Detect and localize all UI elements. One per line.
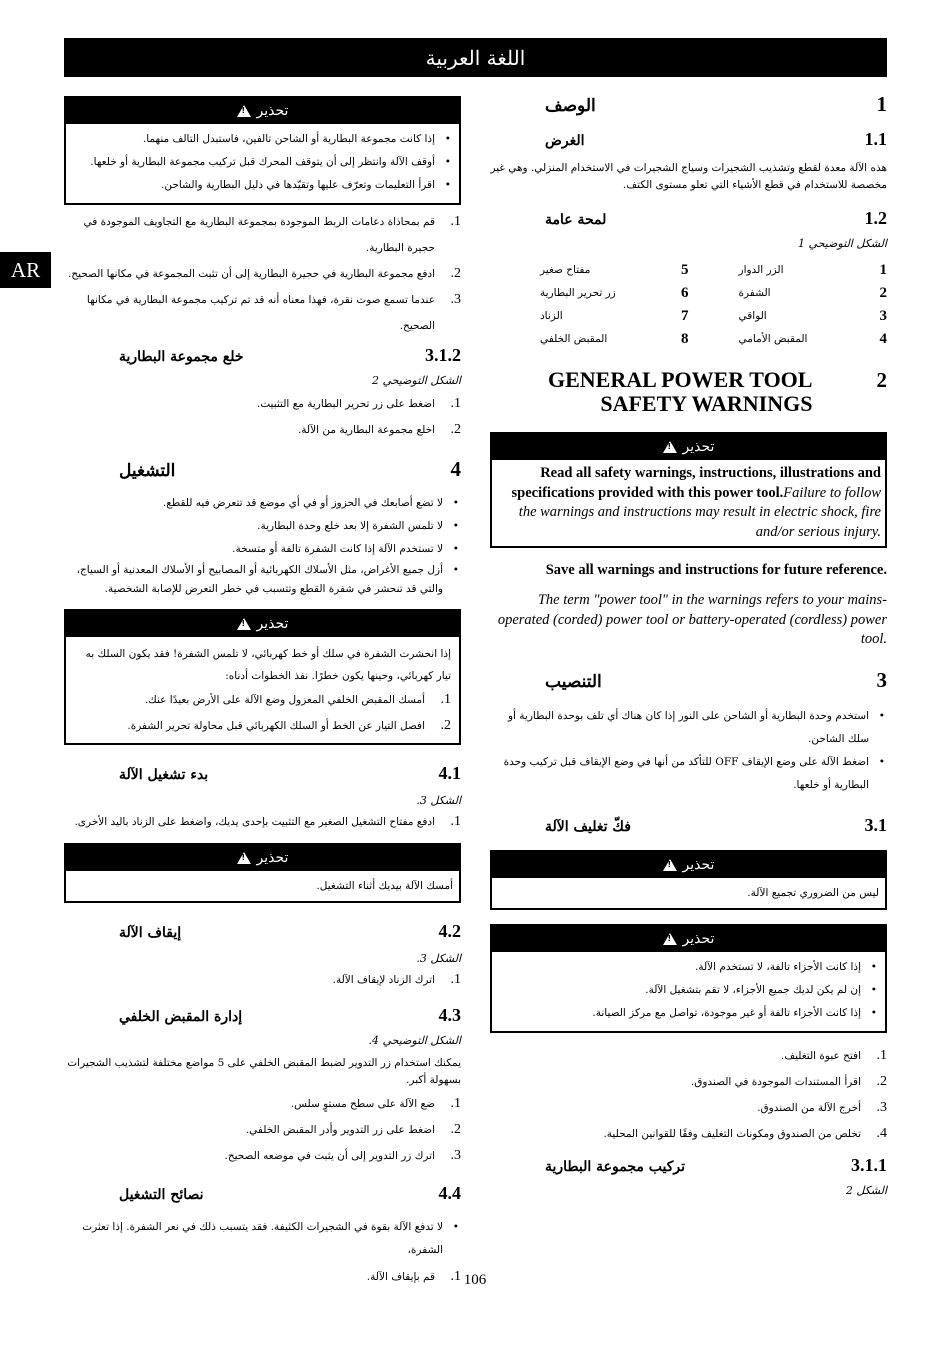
warning-triangle-icon [663, 859, 677, 871]
tips-bullets [64, 1216, 461, 1262]
section-title: خلع مجموعة البطارية [119, 349, 244, 365]
blade-jam-warning-box [64, 609, 461, 745]
list-item: • لا تضع أصابعك في الحزوز أو في أي موضع قد تتعرض فيه للقطع. [64, 492, 461, 515]
figure-caption: الشكل 3. [416, 794, 461, 807]
list-item: • إن لم يكن لديك جميع الأجزاء، لا تقم بتشغيل الآلة. [498, 979, 879, 1002]
list-item: 3. أخرج الآلة من الصندوق. [757, 1099, 887, 1115]
section-1-1-heading [490, 129, 887, 150]
section-3-1-2-heading [64, 345, 461, 366]
section-3-heading [490, 668, 887, 693]
operation-bullets [64, 492, 461, 599]
section-title: التنصيب [545, 671, 602, 692]
part-item: 2 الشفرة [738, 285, 887, 301]
section-4-heading [64, 457, 461, 482]
parts-warning-box [490, 924, 887, 1033]
list-item: 1. قم بمحاذاة دعامات الربط الموجودة بمجموعة البطارية مع التجاويف الموجودة في حجيرة البطارية. [83, 214, 461, 254]
section-3-1-heading [490, 815, 887, 836]
language-header-bar [64, 38, 887, 77]
section-number: 4.3 [438, 1005, 461, 1025]
warning-triangle-icon [237, 618, 251, 630]
warning-header: تحذير ! [66, 98, 459, 124]
part-item: 4 المقبض الأمامي [738, 331, 887, 347]
warning-text: ليس من الضروري تجميع الآلة. [747, 886, 879, 899]
list-item: 3. عندما تسمع صوت نقرة، فهذا معناه أنه قد تم تركيب مجموعة البطارية في مكانها الصحيح. [86, 292, 461, 332]
list-item: • اقرأ التعليمات وتعرّف عليها وتقيّدها في دليل البطارية والشاحن. [72, 174, 453, 197]
warning-header: تحذير ! [66, 845, 459, 871]
list-item: • إذا كانت الأجزاء تالفة أو غير موجودة، تواصل مع مركز الصيانة. [498, 1002, 879, 1025]
list-item: • أزل جميع الأغراض، مثل الأسلاك الكهربائية أو المصابيح أو الأسلاك المعدنية أو السياج، والتي قد تنحشر في شفرة القطع وتتسبب في خطر التعرض للإصابة الشخصية. [64, 561, 461, 599]
section-2-heading [490, 368, 887, 416]
section-title: تركيب مجموعة البطارية [545, 1158, 686, 1175]
part-item: 3 الواقي [738, 308, 887, 324]
section-number: 2 [876, 368, 887, 392]
warning-italic-text: Failure to follow the warnings and instructions may result in electric shock, fire and/or serious injury. [518, 484, 881, 540]
part-item: 8 المقبض الخلفي [540, 331, 689, 347]
battery-warning-box [64, 96, 461, 205]
list-item: 1. قم بإيقاف الآلة. [366, 1269, 461, 1284]
hold-tool-warning-box [64, 843, 461, 903]
warning-header: تحذير ! [492, 434, 885, 460]
list-item: • اضغط الآلة على وضع الإيقاف OFF للتأكد من أنها في وضع الإيقاف قبل تركيب وحدة البطارية أو خلعها. [490, 751, 887, 797]
figure-caption: الشكل التوضيحي 4. [368, 1034, 461, 1047]
rear-handle-steps [64, 1091, 461, 1169]
list-item: 4. تخلص من الصندوق ومكونات التغليف وفقًا للقوانين المحلية. [603, 1125, 887, 1141]
list-item: 1. اترك الزناد لإيقاف الآلة. [332, 972, 461, 987]
section-number: 3 [876, 667, 887, 692]
figure-caption: الشكل 2 [845, 1183, 887, 1197]
section-title: لمحة عامة [545, 212, 607, 228]
section-1-2-heading [490, 208, 887, 229]
section-number: 3.1.1 [851, 1154, 887, 1175]
section-title: الوصف [545, 96, 596, 116]
warning-text: إذا انحشرت الشفرة في سلك أو خط كهربائي، لا تلمس الشفرة! فقد يكون السلك به تيار كهربائي، وحينها يكون خطرًا. نفذ الخطوات أدناه: [85, 648, 451, 682]
list-item: • أوقف الآلة وانتظر إلى أن يتوقف المحرك قبل تركيب مجموعة البطارية أو خلعها. [72, 151, 453, 174]
list-item: • لا تستخدم الآلة إذا كانت الشفرة تالفة أو متسخة. [64, 538, 461, 561]
warning-triangle-icon [237, 105, 251, 117]
part-item: 6 زر تحرير البطارية [540, 285, 689, 301]
general-safety-warning-box [490, 432, 887, 548]
section-number: 3.1.2 [425, 345, 461, 365]
left-column [64, 96, 461, 1290]
list-item: 2. اخلع مجموعة البطارية من الآلة. [297, 422, 461, 437]
rear-handle-text: يمكنك استخدام زر التدوير لضبط المقبض الخلفي على 5 مواضع مختلفة لتشذيب الشجيرات بسهولة أكبر. [67, 1057, 461, 1086]
language-title: اللغة العربية [425, 45, 526, 70]
section-title: نصائح التشغيل [119, 1187, 204, 1203]
stop-steps [64, 967, 461, 993]
save-warnings-text: Save all warnings and instructions for future reference. [545, 562, 887, 578]
figure-caption: الشكل التوضيحي 2 [372, 374, 461, 387]
section-title: إدارة المقبض الخلفي [119, 1009, 243, 1025]
installation-bullets [490, 705, 887, 797]
list-item: 1. افتح عبوة التغليف. [780, 1047, 887, 1063]
list-item: 1. أمسك المقبض الخلفي المعزول وضع الآلة على الأرض بعيدًا عنك. [144, 692, 451, 707]
section-1-heading [490, 92, 887, 117]
warning-triangle-icon [663, 441, 677, 453]
unpack-steps [490, 1043, 887, 1147]
list-item: • إذا كانت الأجزاء تالفة، لا تستخدم الآلة. [498, 956, 879, 979]
section-number: 1.2 [864, 208, 887, 228]
section-title: الغرض [545, 133, 585, 149]
section-3-1-1-heading [490, 1155, 887, 1176]
section-title: فكّ تغليف الآلة [545, 818, 631, 835]
start-steps [64, 809, 461, 835]
section-number: 4 [450, 457, 461, 481]
list-item: 1. ادفع مفتاح التشغيل الصغير مع التثبيت بإحدى يديك، واضغط على الزناد باليد الأخرى. [74, 814, 461, 829]
section-number: 4.1 [438, 763, 461, 783]
warning-header: تحذير ! [66, 611, 459, 637]
section-number: 1 [876, 92, 887, 116]
warning-header: تحذير ! [492, 926, 885, 952]
list-item: 3. اترك زر التدوير إلى أن يثبت في موضعه الصحيح. [224, 1148, 461, 1163]
list-item: • استخدم وحدة البطارية أو الشاحن على النور إذا كان هناك أي تلف بوحدة البطارية أو سلك الشاحن. [490, 705, 887, 751]
figure-caption: الشكل 3. [416, 952, 461, 965]
language-side-tab [0, 252, 51, 288]
list-item: 2. اقرأ المستندات الموجودة في الصندوق. [690, 1073, 887, 1089]
parts-list [490, 262, 887, 348]
list-item: 2. ادفع مجموعة البطارية في حجيرة البطارية إلى أن تثبت المجموعة في مكانها الصحيح. [67, 266, 461, 281]
battery-install-steps [64, 209, 461, 339]
part-item: 1 الزر الدوار [738, 262, 887, 278]
warning-bold-text: Read all safety warnings, instructions, illustrations and specifications provided with this power tool. [511, 465, 881, 501]
list-item: 2. اضغط على زر التدوير وأدر المقبض الخلفي. [245, 1122, 461, 1137]
section-4-2-heading [64, 921, 461, 942]
side-tab-label: AR [10, 257, 41, 282]
list-item: 1. ضع الآلة على سطح مستوٍ سلس. [290, 1096, 461, 1111]
power-tool-term-text: The term "power tool" in the warnings refers to your mains-operated (corded) power tool or battery-operated (cordless) power tool. [497, 592, 887, 647]
list-item: • لا تدفع الآلة بقوة في الشجيرات الكثيفة. فقد يتسبب ذلك في نعر الشفرة. إذا تعثرت الشفرة، [64, 1216, 461, 1262]
list-item: • إذا كانت مجموعة البطارية أو الشاحن تالفين، فاستبدل التالف منهما. [72, 128, 453, 151]
section-title-line2: SAFETY WARNINGS [600, 391, 813, 416]
unpack-warning-box [490, 850, 887, 910]
section-number: 4.2 [438, 921, 461, 941]
section-4-4-heading [64, 1183, 461, 1204]
battery-remove-steps [64, 391, 461, 443]
section-title-line1: GENERAL POWER TOOL [548, 367, 813, 392]
section-number: 4.4 [438, 1183, 461, 1203]
section-title: التشغيل [119, 461, 176, 481]
warning-header: تحذير ! [492, 852, 885, 878]
section-number: 1.1 [864, 129, 887, 149]
part-item: 5 مفتاح صغير [540, 262, 689, 278]
warning-triangle-icon [237, 852, 251, 864]
section-4-3-heading [64, 1005, 461, 1026]
warning-triangle-icon [663, 933, 677, 945]
list-item: 2. افصل التيار عن الخط أو السلك الكهربائي قبل محاولة تحرير الشفرة. [127, 718, 451, 733]
part-item: 7 الزناد [540, 308, 689, 324]
section-4-1-heading [64, 763, 461, 784]
figure-caption: الشكل التوضيحي 1 [798, 237, 887, 250]
section-number: 3.1 [864, 814, 887, 835]
list-item: 1. اضغط على زر تحرير البطارية مع التثبيت. [256, 396, 461, 411]
section-title: إيقاف الآلة [119, 925, 182, 941]
list-item: • لا تلمس الشفرة إلا بعد خلع وحدة البطارية. [64, 515, 461, 538]
right-column [490, 92, 887, 1197]
warning-text: أمسك الآلة بيديك أثناء التشغيل. [316, 880, 453, 892]
purpose-text: هذه الآلة معدة لقطع وتشذيب الشجيرات وسياج الشجيرات في الاستخدام المنزلي. وهي غير مخصصة للاستخدام في قطع الأشياء التي تعلو مستوى الكتف. [490, 162, 887, 191]
page-number: 106 [463, 1272, 487, 1288]
section-title: بدء تشغيل الآلة [119, 767, 209, 783]
